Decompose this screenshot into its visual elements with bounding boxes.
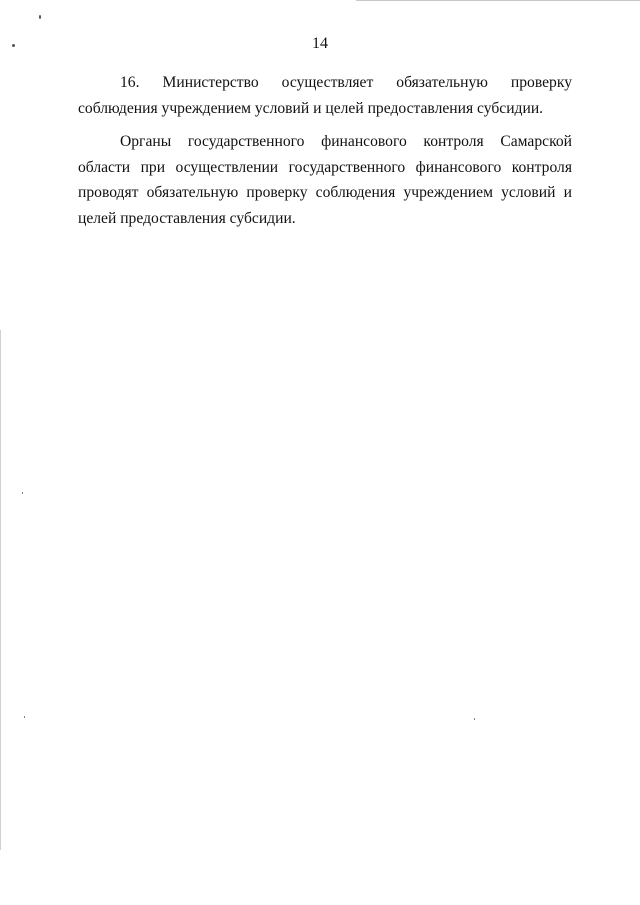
document-body [78, 70, 572, 239]
scan-speck [24, 716, 25, 718]
paragraph-control-bodies: Органы государственного финансового контроля Самарской области при осуществлении государственного финансового контроля проводят обязательную проверку соблюдения учреждением условий и целей предоставления субсидии. [78, 133, 572, 227]
paragraph-16: 16. Министерство осуществляет обязательную проверку соблюдения учреждением условий и целей предоставления субсидии. [78, 74, 572, 117]
scan-speck [22, 492, 23, 494]
scan-border-line [356, 0, 640, 1]
scan-edge-line [0, 330, 1, 850]
page-number: 14 [312, 35, 328, 52]
scan-speck [474, 718, 475, 720]
scan-speck [39, 15, 41, 19]
